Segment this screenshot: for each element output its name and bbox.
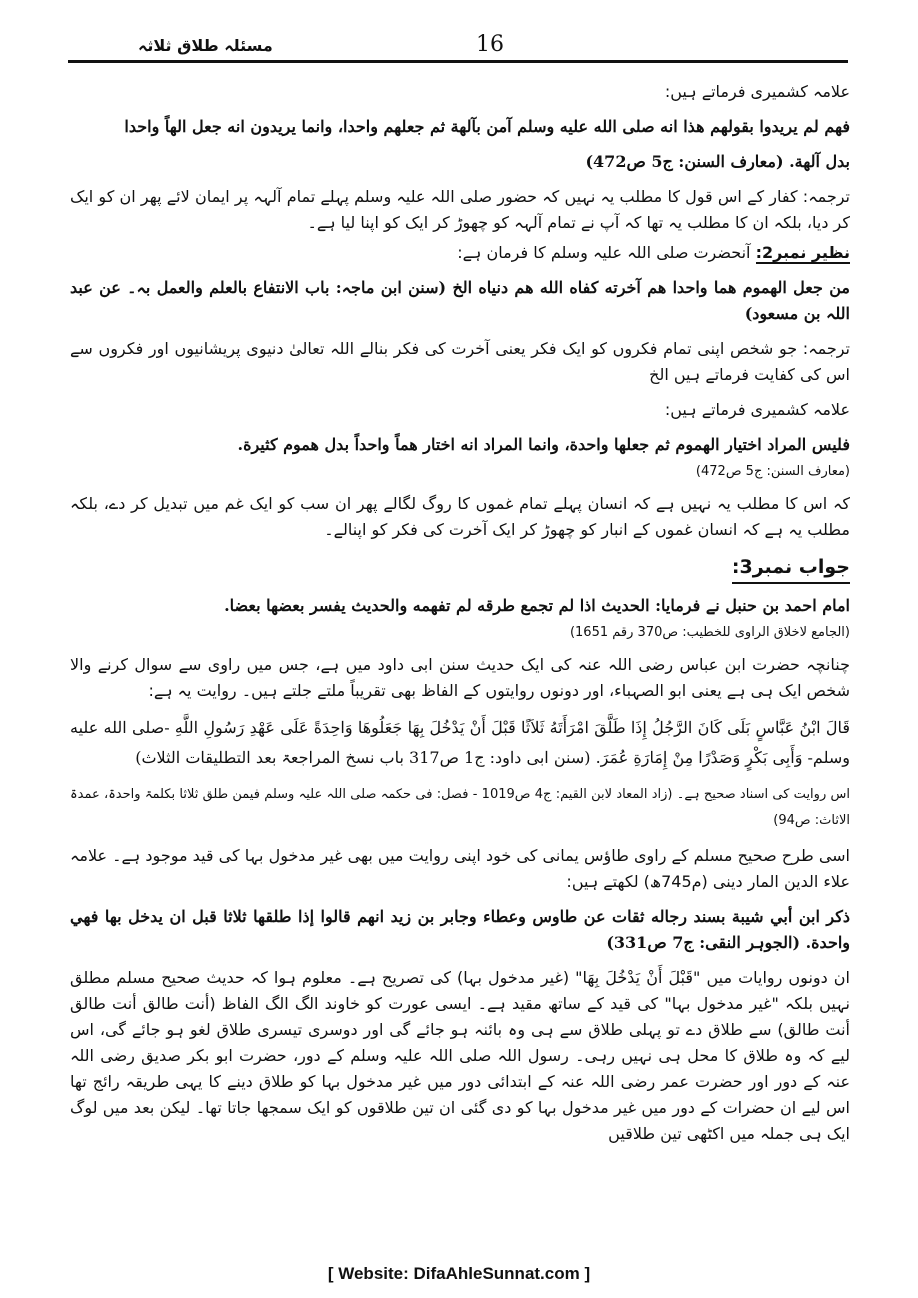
arabic-quote: امام احمد بن حنبل نے فرمایا: الحديث اذا لم تجمع طرقه لم تفهمه والحديث يفسر بعضها بعضا. (224, 596, 850, 615)
running-title: مسئلہ طلاق ثلاثہ (138, 36, 273, 55)
paragraph: اسی طرح صحیح مسلم کے راوی طاؤس یمانی کی خود اپنی روایت میں بھی غیر مدخول بہا کی قید موجود ہے۔ علامہ علاء الدین المار دینی (م745ھ) لکھتے ہیں: (70, 846, 850, 891)
paragraph: علامہ کشمیری فرماتے ہیں: (664, 82, 850, 101)
paragraph: ترجمہ: جو شخص اپنی تمام فکروں کو ایک فکر یعنی آخرت کی فکر بنالے اللہ تعالیٰ دنیوی پریشانیوں اور فکروں سے اس کی کفایت فرماتے ہیں الخ (70, 339, 850, 384)
paragraph: ان دونوں روایات میں "قَبْلَ أَنْ يَدْخُلَ بِهَا" (غیر مدخول بہا) کی تصریح ہے۔ معلوم ہوا کہ حدیث صحیح مسلم مطلق نہیں بلکہ "غیر مدخول بہا" کی قید کے ساتھ مقید ہے۔ ایسی عورت کو خاوند الگ الگ الفاظ (أنت طالق أنت طالق أنت طالق) سے طلاق دے تو پہلی طلاق سے ہی وہ بائنہ ہو جائے گی اور دوسری تیسری طلاق لغو ہو جائے گی، اس لیے کہ وہ طلاق کا محل ہی نہیں رہی۔ رسول اللہ صلی اللہ علیہ وسلم کے دور، حضرت ابو بکر صدیق رضی اللہ عنہ کے دور اور حضرت عمر رضی اللہ عنہ کے ابتدائی دور میں غیر مدخول بہا کو طلاق دینے کا یہی طریقہ رائج تھا اس لیے ان حضرات کے دور میں غیر مدخول بہا کو دی گئی ان تین طلاقوں کو ایک سمجھا جاتا تھا۔ لیکن بعد میں لوگ ایک ہی جملہ میں اکٹھی تین طلاقیں (70, 968, 850, 1143)
footnote-line: اس روایت کی اسناد صحیح ہے۔ (زاد المعاد لابن القیم: ج4 ص1019 - فصل: فی حکمہ صلی اللہ علیہ وسلم فیمن طلق ثلاثا بکلمۃ واحدۃ، عمدۃ الاثاث: ص94) (70, 787, 850, 828)
page-body (70, 70, 850, 1260)
website-footer[interactable]: [ Website: DifaAhleSunnat.com ] (327, 1264, 591, 1283)
example-heading: نظیر نمبر2: (755, 243, 850, 262)
paragraph: علامہ کشمیری فرماتے ہیں: (664, 400, 850, 419)
header-rule (68, 60, 848, 63)
page-number: 16 (476, 32, 504, 57)
paragraph: کہ اس کا مطلب یہ نہیں ہے کہ انسان پہلے تمام غموں کا روگ لگالے پھر ان سب کو ایک غم میں تبدیل کر دے، بلکہ مطلب یہ ہے کہ انسان غموں کے انبار کو چھوڑ کر ایک آخرت کی فکر کو اپنالے۔ (70, 494, 850, 539)
citation: (الجامع لاخلاق الراوی للخطیب: ص370 رقم 1651) (569, 625, 850, 640)
answer-heading: جواب نمبر3: (732, 552, 850, 584)
paragraph: چنانچہ حضرت ابن عباس رضی اللہ عنہ کی ایک حدیث سنن ابی داود میں ہے، جس میں راوی سے سوال کرنے والا شخص ایک ہی ہے یعنی ابو الصہباء، اور دونوں روایتوں کے الفاظ بھی تقریباً ملتے جلتے ہیں۔ روایت یہ ہے: (70, 655, 850, 700)
arabic-quote: من جعل الهموم هما واحدا هم آخرته كفاه الله هم دنياه الخ (سنن ابن ماجہ: باب الانتفاع بالعلم والعمل بہ۔ عن عبد اللہ بن مسعود) (70, 278, 850, 323)
citation: (معارف السنن: ج5 ص472) (695, 464, 850, 479)
paragraph: ترجمہ: کفار کے اس قول کا مطلب یہ نہیں کہ حضور صلی اللہ علیہ وسلم پہلے تمام آلہہ پر ایمان لائے پھر ان کو ایک کر دیا، بلکہ ان کا مطلب یہ تھا کہ آپ نے تمام آلہہ کو چھوڑ کر ایک کو اپنا لیا ہے۔ (70, 187, 850, 232)
arabic-quote: بدل آلهة. (معارف السنن: ج5 ص472) (585, 152, 850, 171)
hadith-text: قَالَ ابْنُ عَبَّاسٍ بَلَى كَانَ الرَّجُلُ إِذَا طَلَّقَ امْرَأَتَهُ ثَلاَثًا قَبْلَ أَنْ يَدْخُلَ بِهَا جَعَلُوهَا وَاحِدَةً عَلَى عَهْدِ رَسُولِ اللَّهِ -صلى الله عليه وسلم- وَأَبِى بَكْرٍ وَصَدْرًا مِنْ إِمَارَةِ عُمَرَ. (سنن ابی داود: ج1 ص317 باب نسخ المراجعۃ بعد التطلیقات الثلاث) (70, 718, 850, 767)
arabic-quote: فهم لم يريدوا بقولهم هذا انه صلى الله عليه وسلم آمن بآلهة ثم جعلهم واحدا، وانما يريدون انه جعل الهاً واحدا (124, 117, 850, 136)
arabic-quote: ذكر ابن أبي شيبة بسند رجاله ثقات عن طاوس وعطاء وجابر بن زيد انهم قالوا إذا طلقها ثلاثا قبل ان يدخل بها فهي واحدة. (الجوہر النقی: ج7 ص331) (70, 907, 850, 952)
arabic-quote: فليس المراد اختيار الهموم ثم جعلها واحدة، وانما المراد انه اختار هماً واحداً بدل هموم كثيرة. (237, 435, 850, 454)
example-heading-text: آنحضرت صلی اللہ علیہ وسلم کا فرمان ہے: (457, 243, 751, 262)
example-heading-row (70, 240, 850, 266)
answer-heading-wrap (70, 552, 850, 584)
